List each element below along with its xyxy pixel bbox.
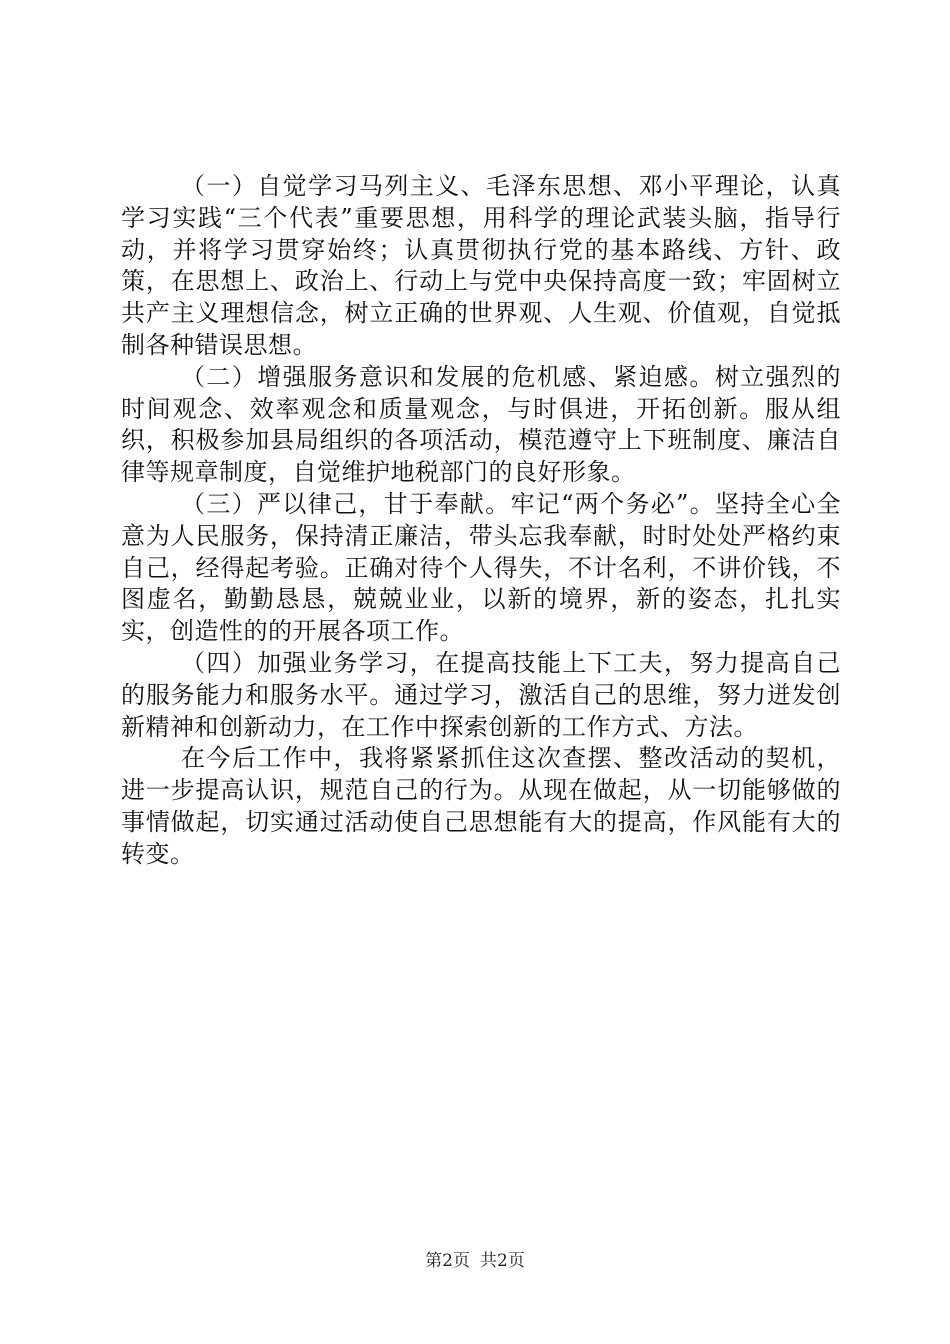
- page-number: 第2页: [425, 1251, 470, 1271]
- page-footer: [0, 1246, 950, 1271]
- document-body: [121, 171, 841, 871]
- paragraph-2: （二）增强服务意识和发展的危机感、紧迫感。树立强烈的时间观念、效率观念和质量观念，与时俱进，开拓创新。服从组织，积极参加县局组织的各项活动，模范遵守上下班制度、廉洁自律等规章制度，自觉维护地税部门的良好形象。: [121, 362, 841, 487]
- paragraph-5: 在今后工作中，我将紧紧抓住这次查摆、整改活动的契机，进一步提高认识，规范自己的行为。从现在做起，从一切能够做的事情做起，切实通过活动使自己思想能有大的提高，作风能有大的转变。: [121, 744, 841, 868]
- paragraph-4: （四）加强业务学习，在提高技能上下工夫，努力提高自己的服务能力和服务水平。通过学习，激活自己的思维，努力迸发创新精神和创新动力，在工作中探索创新的工作方式、方法。: [121, 648, 841, 741]
- page-total: 共2页: [480, 1251, 525, 1271]
- paragraph-1: （一）自觉学习马列主义、毛泽东思想、邓小平理论，认真学习实践“三个代表”重要思想，用科学的理论武装头脑，指导行动，并将学习贯穿始终；认真贯彻执行党的基本路线、方针、政策，在思想上、政治上、行动上与党中央保持高度一致；牢固树立共产主义理想信念，树立正确的世界观、人生观、价值观，自觉抵制各种错误思想。: [121, 172, 841, 359]
- paragraph-3: （三）严以律己，甘于奉献。牢记“两个务必”。坚持全心全意为人民服务，保持清正廉洁，带头忘我奉献，时时处处严格约束自己，经得起考验。正确对待个人得失，不计名利，不讲价钱，不图虚名，勤勤恳恳，兢兢业业，以新的境界，新的姿态，扎扎实实，创造性的的开展各项工作。: [121, 489, 841, 646]
